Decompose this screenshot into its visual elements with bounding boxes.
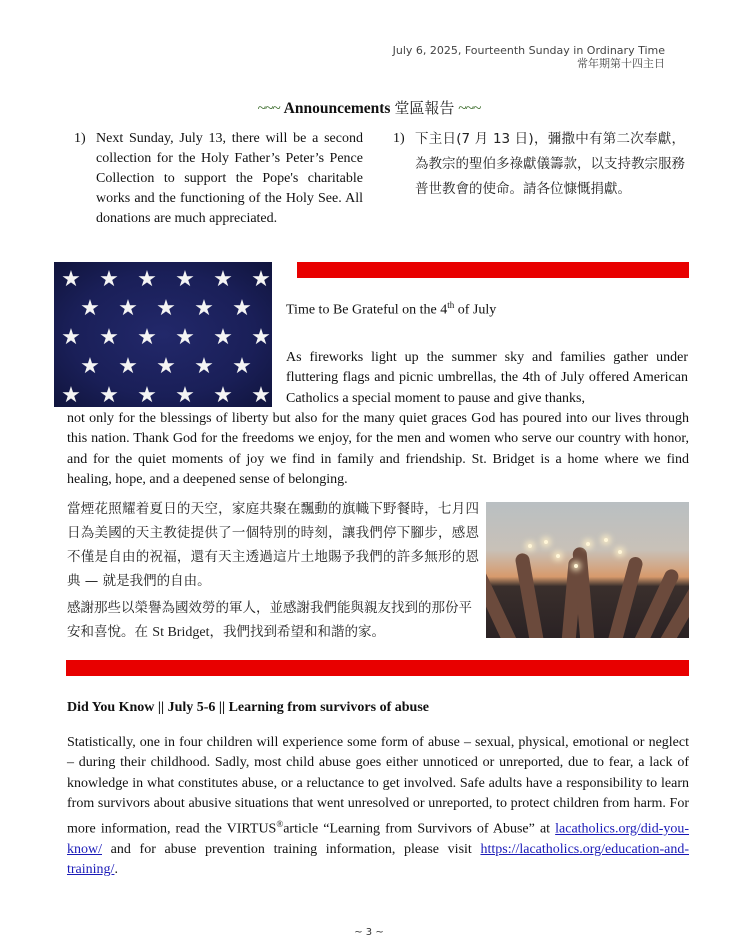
star-icon: ★ (251, 266, 271, 291)
item-number: 1) (74, 131, 86, 146)
red-divider-bar-lower (66, 660, 689, 676)
education-training-link[interactable]: https://lacatholics.org/education-and-training/ (67, 842, 689, 878)
grateful-paragraph-zh-2 (67, 596, 479, 645)
star-icon: ★ (118, 295, 138, 320)
star-icon: ★ (213, 266, 233, 291)
star-icon: ★ (137, 266, 157, 291)
sparkler-light (574, 564, 578, 568)
star-icon: ★ (118, 353, 138, 378)
announcement-item-en (74, 129, 364, 229)
body-text-2: article “Learning from Survivors of Abuse” at (283, 821, 556, 837)
did-you-know-heading: Did You Know || July 5-6 || Learning from survivors of abuse (67, 700, 429, 715)
star-icon: ★ (80, 295, 100, 320)
grateful-paragraph-top: As fireworks light up the summer sky and families gather under fluttering flags and picnic umbrellas, the 4th of July offered American Catholics a special moment to pause and give thanks, (286, 350, 688, 406)
raised-arm-shape (514, 552, 544, 638)
sparkler-light (604, 538, 608, 542)
star-icon: ★ (99, 266, 119, 291)
sparkler-light (618, 550, 622, 554)
item-number: 1) (393, 131, 405, 146)
star-icon: ★ (137, 324, 157, 349)
grateful-paragraph-zh-1: 當煙花照耀着夏日的天空，家庭共聚在飄動的旗幟下野餐時，七月四日為美國的天主教徒提供了一個特別的時刻，讓我們停下腳步，感恩不僅是自由的祝福，還有天主透過這片土地賜予我們的許多無形的恩典 — 就是我們的自由。 (67, 501, 479, 589)
star-icon: ★ (156, 353, 176, 378)
zh-text-end: ，我們找到希望和和諧的家。 (209, 624, 385, 640)
grateful-title-suffix: of July (454, 302, 497, 318)
grateful-title-text: Time to Be Grateful on the 4 (286, 302, 448, 318)
sparkler-light (556, 554, 560, 558)
raised-arm-shape (486, 567, 519, 638)
liturgical-day-zh: 常年期第十四主日 (577, 57, 665, 70)
star-icon: ★ (156, 295, 176, 320)
star-icon: ★ (175, 324, 195, 349)
star-icon: ★ (175, 382, 195, 407)
announcements-title (0, 97, 738, 118)
announcement-item-zh (393, 129, 693, 229)
grateful-title (286, 300, 496, 319)
tilde-decoration-right: ~~~ (458, 100, 481, 117)
registered-mark: ® (276, 819, 284, 830)
stars-flag-image (54, 262, 272, 407)
page-number: ~ 3 ~ (354, 927, 384, 938)
sparklers-photo (486, 502, 689, 638)
star-icon: ★ (194, 295, 214, 320)
star-icon: ★ (251, 324, 271, 349)
announcements-title-zh: 堂區報告 (394, 99, 455, 117)
sparkler-light (586, 542, 590, 546)
star-icon: ★ (99, 324, 119, 349)
raised-arm-shape (606, 555, 644, 638)
star-icon: ★ (232, 295, 252, 320)
did-you-know-body (67, 733, 689, 881)
star-icon: ★ (80, 353, 100, 378)
announcement-text-zh: 下主日(7 月 13 日)，彌撒中有第二次奉獻，為教宗的聖伯多祿獻儀籌款，以支持教宗服務普世教會的使命。請各位慷慨捐獻。 (415, 131, 685, 197)
star-icon: ★ (61, 324, 81, 349)
red-divider-bar (297, 262, 689, 278)
sparkler-light (544, 540, 548, 544)
superscript-th: th (447, 300, 455, 310)
sparkler-light (528, 544, 532, 548)
did-you-know-link[interactable]: lacatholics.org/did-you-know/ (67, 821, 690, 858)
body-text: Statistically, one in four children will experience some form of abuse – sexual, physical, emotional or neglect – during their childhood. Sadly, most child abuse goes either unnoticed or unreported, due to fear, a lack of knowledge in what constitutes abuse, or a reluctance to get involved. Safe adults have a responsibility to learn from survivors about abusive situations that went unresolved or unreported, to protect children from harm. For more information, read the VIRTUS (67, 735, 689, 837)
zh-text: 感謝那些以榮譽為國效勞的軍人，並感謝我們能與親友找到的那份平安和喜悅。在 (67, 600, 472, 640)
date-line: July 6, 2025, Fourteenth Sunday in Ordinary Time (392, 44, 665, 57)
body-text-3: and for abuse prevention training information, please visit (102, 842, 481, 858)
star-icon: ★ (251, 382, 271, 407)
st-bridget-name: St Bridget (152, 625, 210, 640)
star-icon: ★ (232, 353, 252, 378)
star-icon: ★ (175, 266, 195, 291)
star-icon: ★ (137, 382, 157, 407)
star-icon: ★ (194, 353, 214, 378)
star-icon: ★ (99, 382, 119, 407)
star-icon: ★ (213, 382, 233, 407)
star-icon: ★ (61, 382, 81, 407)
announcement-text-en: Next Sunday, July 13, there will be a second collection for the Holy Father’s Peter’s Pence Collection to support the Pope's charitable works and the functioning of the Holy See. All donations are much appreciated. (96, 131, 363, 226)
star-icon: ★ (213, 324, 233, 349)
star-icon: ★ (61, 266, 81, 291)
tilde-decoration-left: ~~~ (257, 100, 280, 117)
grateful-paragraph-rest: not only for the blessings of liberty but also for the many quiet graces God has poured into our lives through this nation. Thank God for the freedoms we enjoy, for the men and women who serve our country with honor, and for the quiet moments of joy we find in family and friendship. St. Bridget is a home where we find healing, hope, and a deepened sense of belonging. (67, 411, 689, 487)
body-text-end: . (114, 862, 118, 878)
announcements-title-en: Announcements (283, 100, 391, 117)
